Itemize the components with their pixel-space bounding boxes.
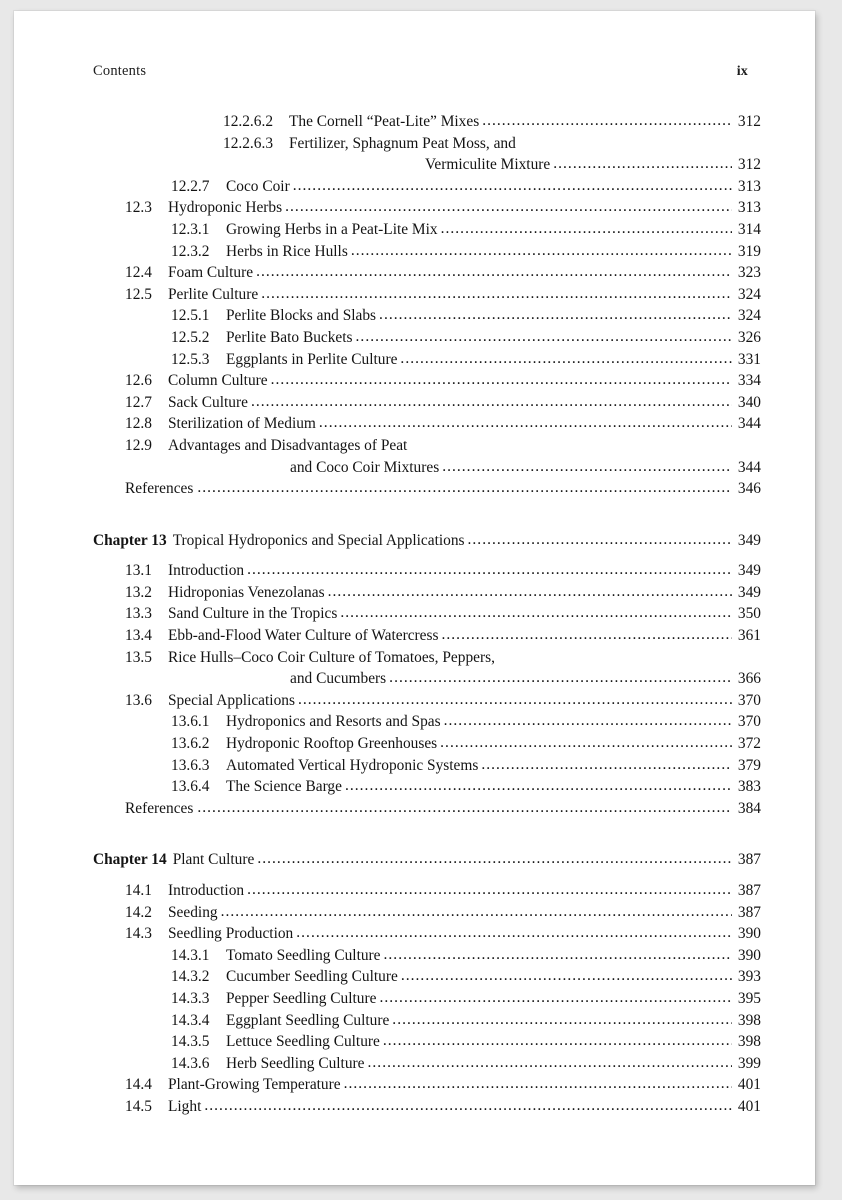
toc-entry-number: 14.3.1 [171,946,210,964]
toc-entry-page-number: 313 [737,177,761,195]
toc-entry-number: 12.5.1 [171,307,210,325]
toc-entry-13-2[interactable] [93,582,761,604]
document-page [14,11,815,1185]
toc-entry-number: 13.4 [125,627,152,645]
dot-leader [257,848,732,870]
toc-entry-number: 12.4 [125,264,152,282]
block-spacer [93,819,761,849]
dot-leader [468,529,733,551]
toc-entry-number: 12.3.1 [171,220,210,238]
toc-entry-title: Cucumber Seedling Culture [226,968,398,986]
toc-entry-page-number: 387 [737,903,761,921]
dot-leader [441,624,732,646]
toc-entry-title: Column Culture [168,372,268,390]
toc-entry-14-3[interactable] [93,923,761,945]
toc-entry-page-number: 350 [737,605,761,623]
toc-entry-title: Advantages and Disadvantages of Peat [168,436,408,454]
dot-leader [251,391,732,413]
page-folio: ix [736,64,748,79]
toc-entry-page-number: 370 [737,691,761,709]
toc-entry-number: 12.3.2 [171,242,210,260]
toc-entry-number: 12.2.6.2 [223,113,274,130]
toc-entry-13-6-4[interactable] [93,776,761,798]
toc-entry-number: 13.6 [125,691,152,709]
dot-leader [340,602,732,624]
toc-entry-continuation[interactable] [93,154,761,176]
toc-entry-title: Tomato Seedling Culture [226,946,381,964]
toc-entry-12-2-6-2[interactable] [93,111,761,133]
toc-entry-page-number: 313 [737,199,761,217]
toc-entry-number: 13.6.2 [171,735,210,753]
dot-leader [400,348,732,370]
running-head [93,63,748,80]
toc-entry-page-number: 314 [737,220,761,238]
toc-entry-13-6-1[interactable] [93,711,761,733]
toc-entry-number: 13.6.4 [171,778,210,796]
chapter-heading-chapter-13[interactable] [93,530,761,552]
toc-entry-14-4[interactable] [93,1074,761,1096]
dot-leader [392,1009,732,1031]
toc-entry-number: 12.6 [125,372,152,390]
toc-entry-title: Growing Herbs in a Peat-Lite Mix [226,220,438,238]
toc-entry-title: Ebb-and-Flood Water Culture of Watercress [168,627,439,645]
dot-leader [345,775,732,797]
dot-leader [379,304,732,326]
dot-leader [319,412,732,434]
toc-entry-title: Hydroponics and Resorts and Spas [226,713,441,731]
dot-leader [344,1073,732,1095]
toc-entry-title: Pepper Seedling Culture [226,989,377,1007]
toc-entry-13-1[interactable] [93,560,761,582]
toc-entry-page-number: 387 [737,882,761,899]
toc-entry-page-number: 384 [737,799,761,817]
toc-entry-13-5[interactable] [93,647,761,669]
toc-entry-page-number: 344 [737,458,761,476]
table-of-contents [93,111,761,1118]
toc-entry-title: Herb Seedling Culture [226,1054,365,1072]
toc-entry-title: Vermiculite Mixture [425,156,551,174]
dot-leader [351,240,732,262]
dot-leader [553,153,732,175]
toc-entry-number: 14.3.2 [171,968,210,986]
toc-entry-14-5[interactable] [93,1096,761,1118]
toc-entry-number: 14.3 [125,925,152,943]
chapter-title: Tropical Hydroponics and Special Applications [172,531,465,549]
dot-leader [328,581,732,603]
dot-leader [440,732,732,754]
toc-entry-number: 13.1 [125,562,152,580]
toc-entry-12-3-1[interactable] [93,219,761,241]
toc-entry-number: 14.3.4 [171,1011,210,1029]
toc-entry-14-2[interactable] [93,902,761,924]
toc-entry-number: 12.5.2 [171,328,210,346]
toc-entry-title: Herbs in Rice Hulls [226,242,348,260]
toc-entry-number: 14.1 [125,882,152,899]
toc-entry-title: Seedling Production [168,925,294,943]
toc-entry-title: Hydroponic Rooftop Greenhouses [226,735,438,753]
dot-leader [247,879,732,901]
toc-entry-title: Eggplants in Perlite Culture [226,350,398,368]
dot-leader [368,1052,733,1074]
dot-leader [441,218,732,240]
toc-entry-page-number: 372 [737,735,761,753]
toc-entry-14-3-2[interactable] [93,966,761,988]
toc-entry-12-5[interactable] [93,284,761,306]
dot-leader [379,987,732,1009]
toc-entry-title: Sack Culture [168,393,248,411]
toc-entry-13-6-2[interactable] [93,733,761,755]
dot-leader [247,559,732,581]
toc-entry-title: Sand Culture in the Tropics [168,605,338,623]
toc-entry-page-number: 379 [737,756,761,774]
toc-entry-number: 14.5 [125,1097,152,1115]
toc-entry-title: Coco Coir [226,177,290,195]
toc-entry-number: 14.4 [125,1076,152,1094]
toc-entry-title: Introduction [168,562,245,580]
toc-entry-12-2-6-3[interactable] [93,133,761,155]
toc-entry-12-3-2[interactable] [93,241,761,263]
toc-entry-title: and Coco Coir Mixtures [290,458,440,476]
toc-entry-page-number: 312 [737,113,761,130]
toc-entry-page-number: 324 [737,307,761,325]
toc-entry-title: Introduction [168,882,245,899]
toc-entry-page-number: 323 [737,264,761,282]
toc-entry-number: 12.8 [125,415,152,433]
dot-leader [261,283,732,305]
dot-leader [197,477,732,499]
toc-entry-page-number: 390 [737,946,761,964]
dot-leader [482,110,732,132]
toc-entry-title: References [125,799,194,817]
chapter-page-number: 349 [737,531,761,549]
chapter-page-number: 387 [737,851,761,869]
dot-leader [221,901,732,923]
toc-entry-number: 12.3 [125,199,152,217]
toc-entry-title: Perlite Blocks and Slabs [226,307,377,325]
toc-entry-title: Rice Hulls–Coco Coir Culture of Tomatoes, Peppers, [168,648,495,666]
toc-entry-number: 12.2.7 [171,177,210,195]
toc-entry-title: References [125,480,194,498]
toc-entry-12-5-3[interactable] [93,349,761,371]
toc-entry-page-number: 401 [737,1076,761,1094]
toc-entry-title: The Science Barge [226,778,342,796]
toc-entry-page-number: 398 [737,1011,761,1029]
toc-entry-13-6[interactable] [93,690,761,712]
toc-entry-12-5-1[interactable] [93,305,761,327]
toc-entry-number: 12.7 [125,393,152,411]
toc-entry-page-number: 349 [737,562,761,580]
chapter-number-label: Chapter 13 [93,531,167,549]
toc-entry-number: 14.3.5 [171,1033,210,1051]
toc-entry-12-8[interactable] [93,413,761,435]
toc-entry-number: 14.3.3 [171,989,210,1007]
toc-entry-page-number: 326 [737,328,761,346]
toc-entry-14-3-5[interactable] [93,1031,761,1053]
toc-entry-page-number: 395 [737,989,761,1007]
toc-entry-title: Plant-Growing Temperature [168,1076,341,1094]
dot-leader [197,797,732,819]
dot-leader [293,175,732,197]
toc-entry-13-4[interactable] [93,625,761,647]
toc-entry-title: and Cucumbers [290,670,387,688]
toc-entry-number: 12.5.3 [171,350,210,368]
toc-entry-page-number: 399 [737,1054,761,1072]
toc-entry-number: 13.5 [125,648,152,666]
toc-entry-references[interactable] [93,478,761,500]
toc-entry-page-number: 324 [737,285,761,303]
chapter-number-label: Chapter 14 [93,851,167,869]
dot-leader [296,922,732,944]
toc-entry-title: The Cornell “Peat-Lite” Mixes [289,113,480,130]
dot-leader [204,1095,732,1117]
toc-entry-page-number: 366 [737,670,761,688]
toc-entry-number: 13.6.3 [171,756,210,774]
toc-entry-14-1[interactable] [93,880,761,902]
toc-entry-title: Hidroponias Venezolanas [168,583,325,601]
toc-entry-number: 13.2 [125,583,152,601]
toc-entry-page-number: 383 [737,778,761,796]
toc-entry-page-number: 340 [737,393,761,411]
dot-leader [298,689,732,711]
toc-entry-page-number: 401 [737,1097,761,1115]
toc-entry-page-number: 346 [737,480,761,498]
toc-entry-page-number: 390 [737,925,761,943]
dot-leader [356,326,732,348]
toc-entry-12-3[interactable] [93,197,761,219]
chapter-title: Plant Culture [172,851,255,869]
toc-entry-13-6-3[interactable] [93,755,761,777]
toc-entry-14-3-4[interactable] [93,1010,761,1032]
toc-entry-continuation[interactable] [93,668,761,690]
toc-entry-title: Foam Culture [168,264,254,282]
dot-leader [285,196,732,218]
toc-entry-title: Perlite Bato Buckets [226,328,353,346]
toc-entry-page-number: 370 [737,713,761,731]
toc-entry-12-4[interactable] [93,262,761,284]
toc-entry-page-number: 398 [737,1033,761,1051]
toc-entry-number: 12.9 [125,436,152,454]
toc-entry-12-9[interactable] [93,435,761,457]
dot-leader [481,754,732,776]
toc-entry-title: Hydroponic Herbs [168,199,283,217]
toc-entry-title: Fertilizer, Sphagnum Peat Moss, and [289,134,516,152]
toc-entry-continuation[interactable] [93,457,761,479]
toc-entry-page-number: 334 [737,372,761,390]
dot-leader [383,1030,732,1052]
toc-entry-12-6[interactable] [93,370,761,392]
dot-leader [256,261,732,283]
toc-entry-page-number: 312 [737,156,761,174]
toc-entry-title: Sterilization of Medium [168,415,316,433]
toc-entry-number: 12.5 [125,285,152,303]
toc-entry-title: Seeding [168,903,218,921]
toc-entry-title: Lettuce Seedling Culture [226,1033,380,1051]
toc-entry-title: Automated Vertical Hydroponic Systems [226,756,479,774]
toc-entry-12-5-2[interactable] [93,327,761,349]
toc-entry-number: 14.3.6 [171,1054,210,1072]
toc-entry-number: 13.3 [125,605,152,623]
toc-entry-number: 13.6.1 [171,713,210,731]
toc-entry-page-number: 331 [737,350,761,368]
toc-entry-14-3-3[interactable] [93,988,761,1010]
toc-entry-page-number: 349 [737,583,761,601]
toc-entry-12-7[interactable] [93,392,761,414]
toc-entry-references[interactable] [93,798,761,820]
dot-leader [384,944,732,966]
toc-entry-page-number: 319 [737,242,761,260]
toc-entry-title: Special Applications [168,691,295,709]
toc-entry-number: 12.2.6.3 [223,134,274,152]
toc-entry-title: Light [168,1097,202,1115]
toc-entry-13-3[interactable] [93,603,761,625]
running-head-title: Contents [93,63,147,79]
dot-leader [389,667,732,689]
dot-leader [444,710,732,732]
toc-entry-title: Perlite Culture [168,285,259,303]
toc-entry-14-3-1[interactable] [93,945,761,967]
dot-leader [401,965,732,987]
toc-entry-page-number: 393 [737,968,761,986]
dot-leader [271,369,732,391]
chapter-heading-chapter-14[interactable] [93,849,761,871]
dot-leader [442,456,732,478]
toc-entry-page-number: 361 [737,627,761,645]
toc-entry-14-3-6[interactable] [93,1053,761,1075]
block-spacer [93,500,761,530]
toc-entry-page-number: 344 [737,415,761,433]
toc-entry-number: 14.2 [125,903,152,921]
toc-entry-title: Eggplant Seedling Culture [226,1011,390,1029]
toc-entry-12-2-7[interactable] [93,176,761,198]
